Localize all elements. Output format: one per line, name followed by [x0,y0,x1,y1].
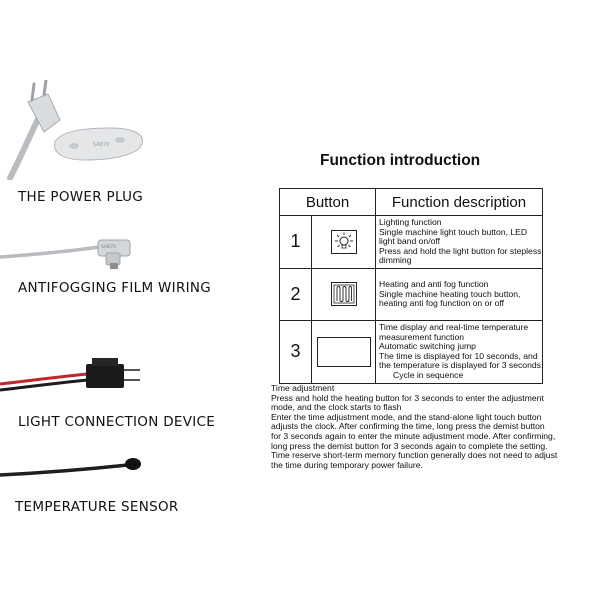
heating-coil-icon [331,282,357,306]
time-adjustment-heading: Time adjustment [271,383,335,393]
paragraph-line: for 3 seconds again to enter the minute adjustment mode. After confirming, [271,430,556,441]
paragraph-line: long press the demist button for 3 seconds again to complete the setting. [271,440,548,451]
light-connection-image [0,350,145,395]
description-line: light band on/off [379,236,441,247]
paragraph-line: adjusts the clock. After confirming the time, long press the demist button [271,421,545,432]
description-line: Heating and anti fog function [379,279,489,290]
row-number: 3 [280,320,312,383]
label-light-connection: LIGHT CONNECTION DEVICE [18,414,216,430]
description-line: Lighting function [379,217,442,227]
label-temperature-sensor: TEMPERATURE SENSOR [15,499,179,515]
paragraph-line: Press and hold the heating button for 3 seconds to enter the adjustment [271,392,544,403]
display-icon [317,337,371,367]
label-power-plug: THE POWER PLUG [18,189,144,205]
paragraph-line: the time during temporary power failure. [271,459,423,470]
film-wiring-image [0,233,145,273]
row-number: 1 [280,216,312,269]
description-line: Cycle in sequence [393,369,464,380]
temperature-sensor-image [0,455,145,485]
row-description [376,320,543,383]
label-film-wiring: ANTIFOGGING FILM WIRING [18,280,212,296]
description-line: Time display and real-time temperature [379,321,529,332]
description-line: Single machine heating touch button, [379,288,521,299]
power-plug-image [0,80,160,180]
paragraph-line: Time reserve short-term memory function generally does not need to adjust [271,450,558,461]
table-row [280,216,543,269]
paragraph-line: mode, and the clock starts to flash [271,402,402,413]
table-row [280,320,543,383]
table-row [280,268,543,320]
row-description [376,216,543,269]
row-description [376,268,543,320]
header-function-description: Function description [376,189,543,216]
table-header-row [280,189,543,216]
description-line: heating anti fog function on or off [379,298,505,309]
row-number: 2 [280,268,312,320]
page-title: Function introduction [320,152,481,169]
function-table [279,188,543,384]
header-button: Button [280,189,376,216]
time-adjustment-text [271,384,571,470]
plug-imprint: SAB70 [93,142,110,148]
lightbulb-icon [331,230,357,254]
description-line: dimming [379,255,412,266]
paragraph-line: Enter the time adjustment mode, and the stand-alone light touch button [271,411,542,422]
description-line: Single machine light touch button, LED [379,226,528,237]
description-line: Automatic switching jump [379,341,476,352]
description-line: the temperature is displayed for 3 seconds. [379,360,544,371]
svg-text:SAB70: SAB70 [101,245,116,250]
description-line: Press and hold the light button for stepless [379,245,542,256]
description-line: measurement function [379,331,465,342]
description-line: The time is displayed for 10 seconds, and [379,350,538,361]
